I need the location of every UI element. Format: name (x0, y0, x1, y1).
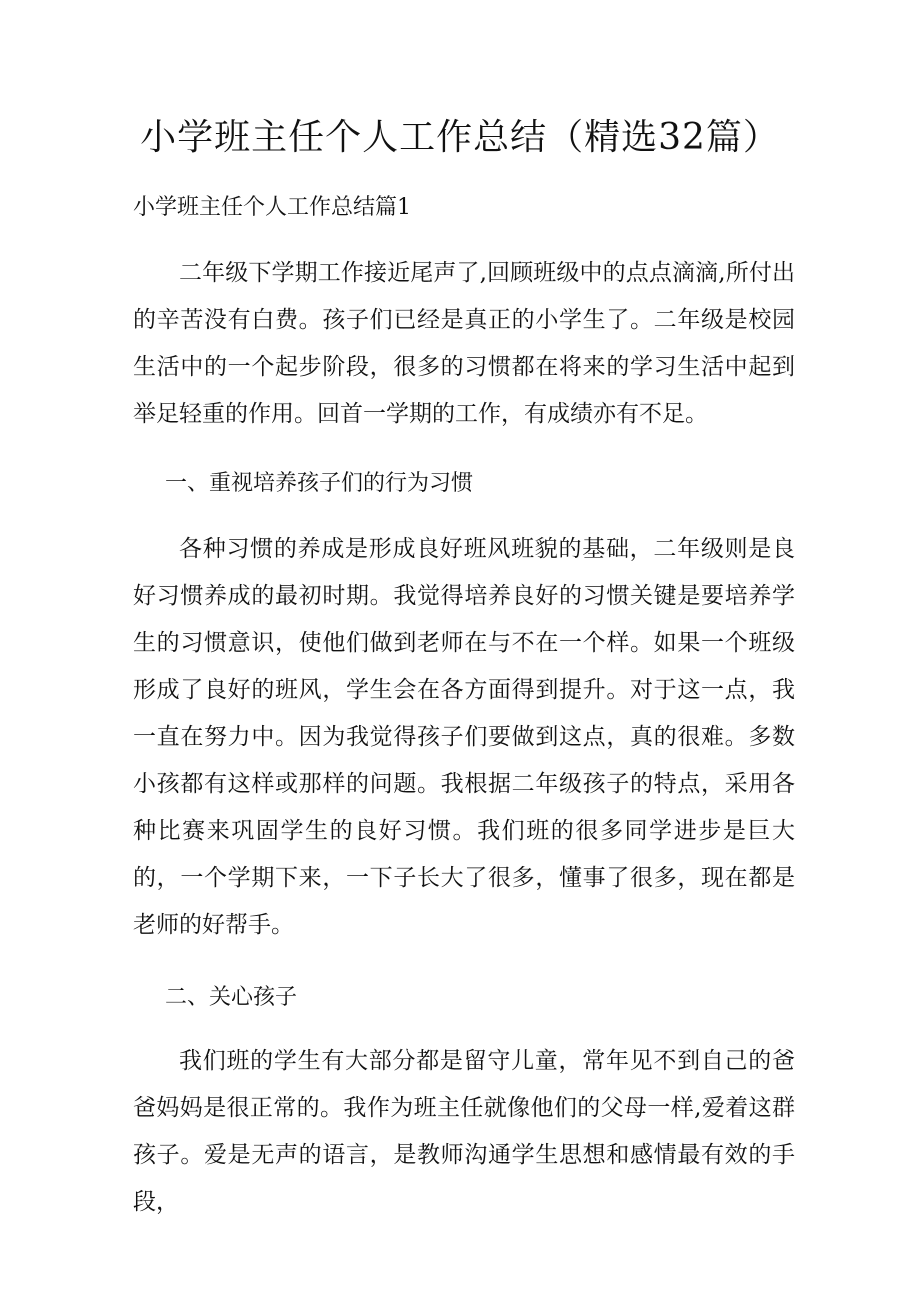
heading-behavior-habits: 一、重视培养孩子们的行为习惯 (165, 471, 474, 496)
paragraph-care: 我们班的学生有大部分都是留守儿童，常年见不到自己的爸爸妈妈是很正常的。我作为班主任就像他们的父母一样,爱着这群孩子。爱是无声的语言，是教师沟通学生思想和感情最有效的手段， (133, 1048, 795, 1215)
paragraph-habits: 各种习惯的养成是形成良好班风班貌的基础，二年级则是良好习惯养成的最初时期。我觉得培养良好的习惯关键是要培养学生的习惯意识，使他们做到老师在与不在一个样。如果一个班级形成了良好的班风，学生会在各方面得到提升。对于这一点，我一直在努力中。因为我觉得孩子们要做到这点，真的很难。多数小孩都有这样或那样的问题。我根据二年级孩子的特点，采用各种比赛来巩固学生的良好习惯。我们班的很多同学进步是巨大的，一个学期下来，一下子长大了很多，懂事了很多，现在都是老师的好帮手。 (133, 536, 795, 938)
section-subtitle: 小学班主任个人工作总结篇1 (133, 195, 411, 220)
document-title: 小学班主任个人工作总结（精选32篇） (140, 117, 780, 158)
paragraph-intro: 二年级下学期工作接近尾声了,回顾班级中的点点滴滴,所付出的辛苦没有白费。孩子们已经是真正的小学生了。二年级是校园生活中的一个起步阶段，很多的习惯都在将来的学习生活中起到举足轻重的作用。回首一学期的工作，有成绩亦有不足。 (133, 260, 795, 427)
heading-care-children: 二、关心孩子 (165, 985, 298, 1010)
